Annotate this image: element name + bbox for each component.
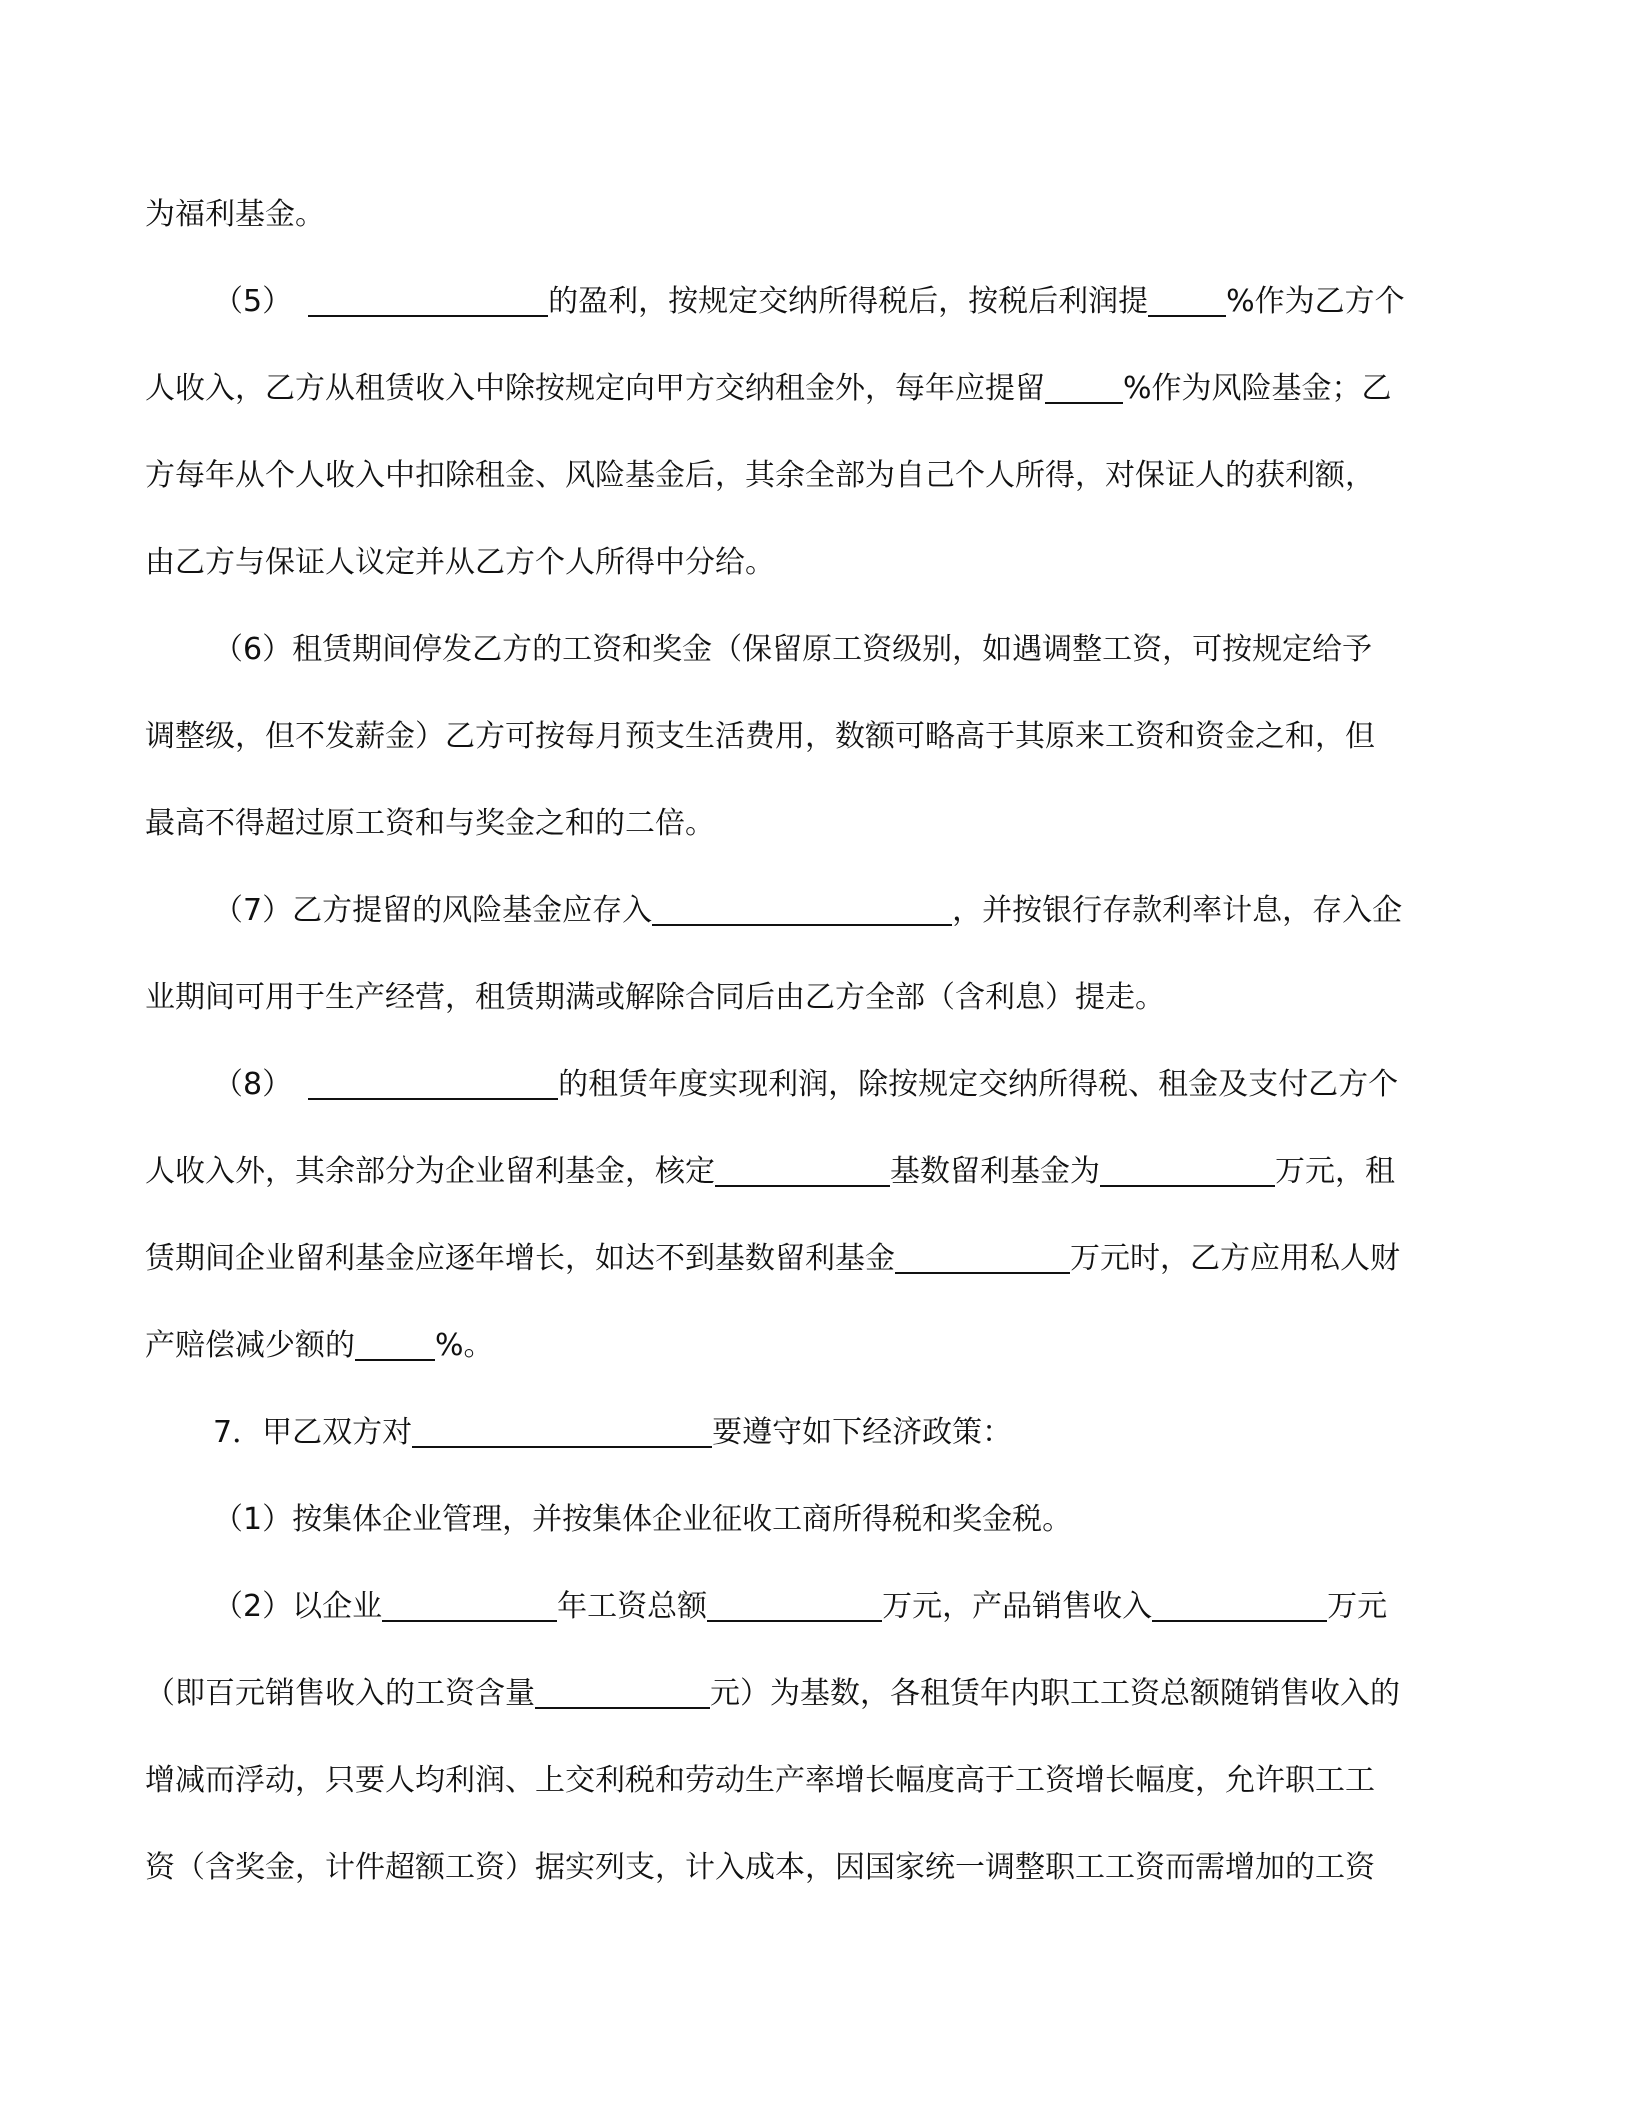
text: ，并按银行存款利率计息，存入企: [952, 893, 1403, 928]
policy-2-line-1: [213, 1587, 1387, 1627]
text-line: [145, 804, 715, 844]
text-line: [145, 1674, 1400, 1714]
text: 元）为基数，各租赁年内职工工资总额随销售收入的: [710, 1676, 1400, 1711]
text: （8）: [213, 1067, 293, 1102]
text-line: [145, 369, 1392, 409]
text: 年工资总额: [557, 1589, 708, 1624]
text: （5）: [213, 284, 293, 319]
text-line: [145, 1761, 1375, 1801]
blank-field[interactable]: [308, 1068, 558, 1100]
policy-1-line: [213, 1500, 1072, 1540]
text: 的盈利，按规定交纳所得税后，按税后利润提: [548, 284, 1149, 319]
text: 要遵守如下经济政策：: [712, 1415, 1013, 1450]
text: 最高不得超过原工资和与奖金之和的二倍。: [145, 806, 715, 841]
blank-field[interactable]: [1152, 1590, 1327, 1622]
text: 万元，产品销售收入: [882, 1589, 1153, 1624]
text: %。: [435, 1328, 494, 1363]
text-line: [145, 978, 1165, 1018]
text: 资（含奖金，计件超额工资）据实列支，计入成本，因国家统一调整职工工资而需增加的工资: [145, 1850, 1375, 1885]
blank-field[interactable]: [707, 1590, 882, 1622]
text-line: [145, 543, 775, 583]
blank-field[interactable]: [412, 1416, 712, 1448]
blank-field[interactable]: [715, 1155, 890, 1187]
blank-field[interactable]: [382, 1590, 557, 1622]
text: 增减而浮动，只要人均利润、上交利税和劳动生产率增长幅度高于工资增长幅度，允许职工工: [145, 1763, 1375, 1798]
text: （即百元销售收入的工资含量: [145, 1676, 535, 1711]
blank-field[interactable]: [1045, 372, 1123, 404]
blank-field[interactable]: [1148, 285, 1226, 317]
text: 万元: [1327, 1589, 1388, 1624]
text: 人收入，乙方从租赁收入中除按规定向甲方交纳租金外，每年应提留: [145, 371, 1045, 406]
text: （7）乙方提留的风险基金应存入: [213, 893, 653, 928]
text-line: [145, 195, 325, 235]
clause-8-line-1: [213, 1065, 1398, 1105]
text: 基数留利基金为: [890, 1154, 1100, 1189]
text: 产赔偿减少额的: [145, 1328, 355, 1363]
text: %作为风险基金；乙: [1123, 371, 1392, 406]
text-line: [145, 1239, 1400, 1279]
text: 万元，租: [1275, 1154, 1395, 1189]
text: （2）以企业: [213, 1589, 383, 1624]
blank-field[interactable]: [355, 1329, 435, 1361]
blank-field[interactable]: [535, 1677, 710, 1709]
clause-7-line-1: [213, 891, 1402, 931]
text-line: [145, 1152, 1395, 1192]
clause-6-line-1: [213, 630, 1372, 670]
text: 万元时，乙方应用私人财: [1070, 1241, 1400, 1276]
text: 人收入外，其余部分为企业留利基金，核定: [145, 1154, 715, 1189]
blank-field[interactable]: [652, 894, 952, 926]
text-line: [145, 1848, 1375, 1888]
clause-5-line-1: [213, 282, 1405, 322]
text-line: [145, 1326, 494, 1366]
text-line: [145, 456, 1375, 496]
text: 的租赁年度实现利润，除按规定交纳所得税、租金及支付乙方个: [558, 1067, 1399, 1102]
text: （6）租赁期间停发乙方的工资和奖金（保留原工资级别，如遇调整工资，可按规定给予: [213, 632, 1373, 667]
text: 业期间可用于生产经营，租赁期满或解除合同后由乙方全部（含利息）提走。: [145, 980, 1165, 1015]
blank-field[interactable]: [895, 1242, 1070, 1274]
text: %作为乙方个: [1226, 284, 1405, 319]
text-line: [145, 717, 1375, 757]
blank-field[interactable]: [1100, 1155, 1275, 1187]
text: 调整级，但不发薪金）乙方可按每月预支生活费用，数额可略高于其原来工资和资金之和，但: [145, 719, 1375, 754]
section-7-line: [213, 1413, 1012, 1453]
text: 方每年从个人收入中扣除租金、风险基金后，其余全部为自己个人所得，对保证人的获利额，: [145, 458, 1375, 493]
text: 7．甲乙双方对: [213, 1415, 413, 1450]
text: 由乙方与保证人议定并从乙方个人所得中分给。: [145, 545, 775, 580]
text: 为福利基金。: [145, 197, 325, 232]
text: （1）按集体企业管理，并按集体企业征收工商所得税和奖金税。: [213, 1502, 1073, 1537]
blank-field[interactable]: [308, 285, 548, 317]
text: 赁期间企业留利基金应逐年增长，如达不到基数留利基金: [145, 1241, 895, 1276]
